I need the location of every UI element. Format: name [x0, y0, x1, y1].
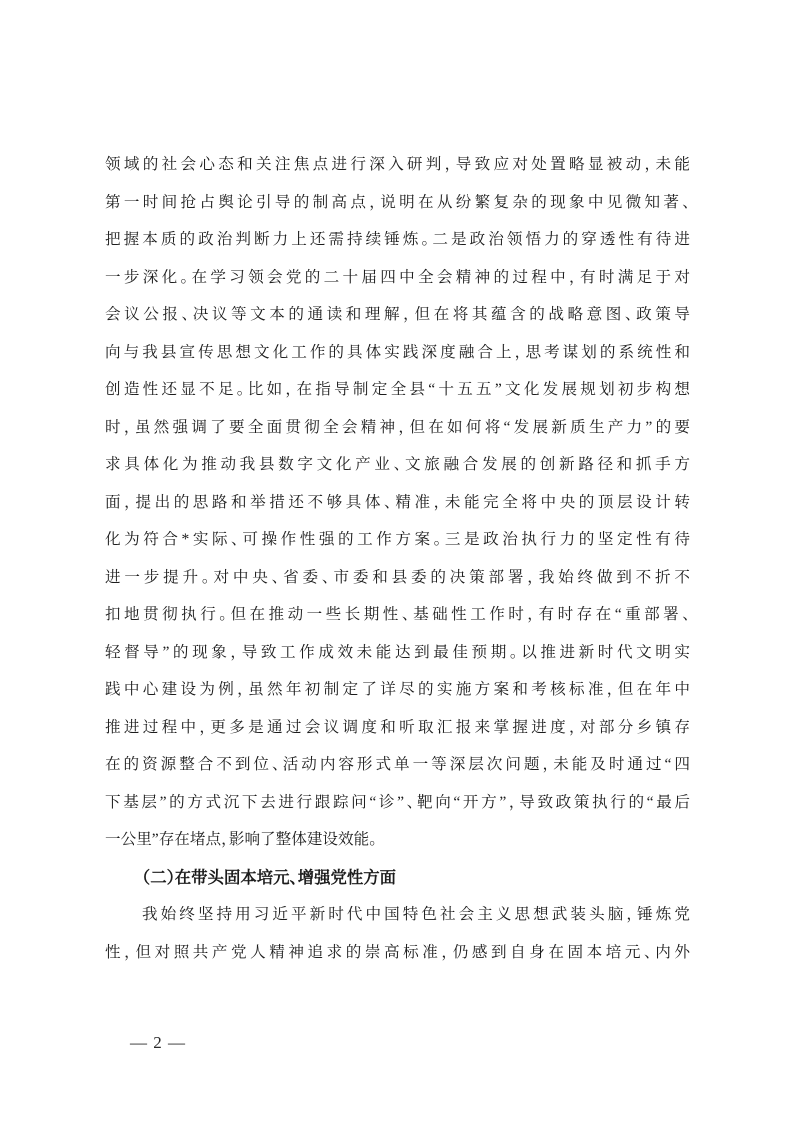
paragraph-line: 下基层”的方式沉下去进行跟踪问“诊”、靶向“开方”，导致政策执行的“最后: [105, 793, 690, 811]
paragraph-line: 推进过程中，更多是通过会议调度和听取汇报来掌握进度，对部分乡镇存: [105, 718, 690, 736]
paragraph-line: 扣地贯彻执行。但在推动一些长期性、基础性工作时，有时存在“重部署、: [105, 606, 690, 623]
paragraph-line: 化为符合*实际、可操作性强的工作方案。三是政治执行力的坚定性有待: [105, 531, 690, 548]
paragraph-line: 把握本质的政治判断力上还需持续锤炼。二是政治领悟力的穿透性有待进: [105, 231, 690, 248]
paragraph-line: 我始终坚持用习近平新时代中国特色社会主义思想武装头脑，锤炼党: [142, 906, 690, 923]
paragraph-line: 创造性还显不足。比如，在指导制定全县“十五五”文化发展规划初步构想: [105, 381, 690, 398]
paragraph-line: 在的资源整合不到位、活动内容形式单一等深层次问题，未能及时通过“四: [105, 756, 690, 773]
paragraph-line: 进一步提升。对中央、省委、市委和县委的决策部署，我始终做到不折不: [105, 568, 690, 586]
paragraph-line: 会议公报、决议等文本的通读和理解，但在将其蕴含的战略意图、政策导: [105, 306, 690, 323]
paragraph-line: 面，提出的思路和举措还不够具体、精准，未能完全将中央的顶层设计转: [105, 493, 690, 511]
paragraph-line: 性，但对照共产党人精神追求的崇高标准，仍感到自身在固本培元、内外: [105, 943, 690, 961]
paragraph-line: 轻督导”的现象，导致工作成效未能达到最佳预期。以推进新时代文明实: [105, 643, 690, 661]
paragraph-line: 践中心建设为例，虽然年初制定了详尽的实施方案和考核标准，但在年中: [105, 681, 690, 698]
document-body: [105, 146, 690, 971]
paragraph-line: 求具体化为推动我县数字文化产业、文旅融合发展的创新路径和抓手方: [105, 456, 690, 473]
page-number: — 2 —: [130, 1033, 186, 1052]
paragraph-line: 向与我县宣传思想文化工作的具体实践深度融合上，思考谋划的系统性和: [105, 343, 690, 361]
paragraph-line: 一步深化。在学习领会党的二十届四中全会精神的过程中，有时满足于对: [105, 268, 690, 286]
paragraph-line: 领域的社会心态和关注焦点进行深入研判，导致应对处置略显被动，未能: [105, 156, 690, 173]
section-heading: （二）在带头固本培元、增强党性方面: [142, 867, 397, 887]
paragraph-line: 一公里”存在堵点，影响了整体建设效能。: [105, 831, 378, 848]
paragraph-line: 时，虽然强调了要全面贯彻全会精神，但在如何将“发展新质生产力”的要: [105, 418, 690, 436]
paragraph-line: 第一时间抢占舆论引导的制高点，说明在从纷繁复杂的现象中见微知著、: [105, 193, 690, 211]
